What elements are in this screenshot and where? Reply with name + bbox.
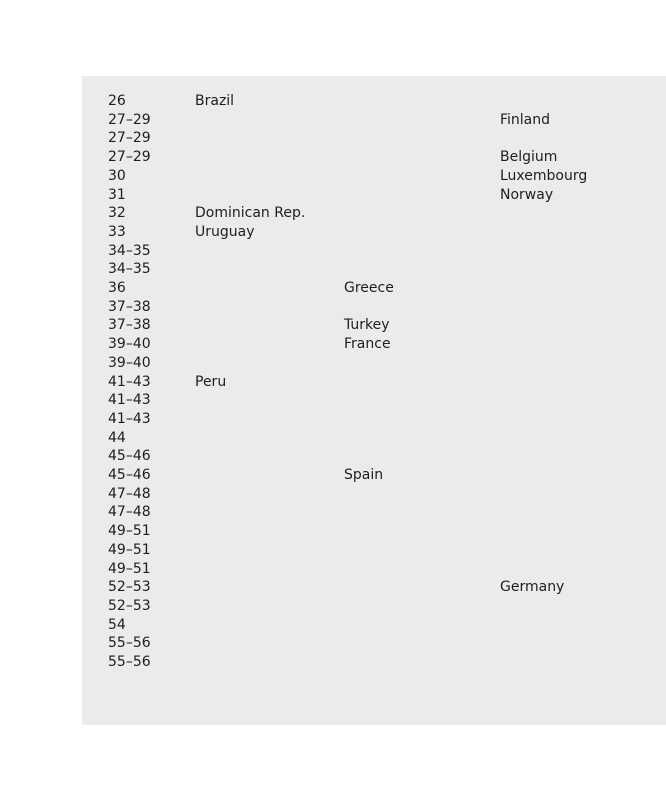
rank-cell: 27–29 bbox=[108, 149, 151, 166]
table-row bbox=[82, 186, 666, 205]
country-cell-col3: Germany bbox=[500, 579, 565, 596]
table-row bbox=[82, 260, 666, 279]
rank-cell: 44 bbox=[108, 429, 126, 446]
country-cell-col2: Turkey bbox=[344, 317, 390, 334]
table-row bbox=[82, 92, 666, 111]
rank-cell: 45–46 bbox=[108, 467, 151, 483]
table-row bbox=[82, 354, 666, 373]
table-row bbox=[82, 223, 666, 242]
ranking-panel bbox=[82, 76, 666, 725]
rank-cell: 41–43 bbox=[108, 392, 151, 409]
table-row bbox=[82, 129, 666, 148]
table-row bbox=[82, 167, 666, 186]
table-row bbox=[82, 111, 666, 130]
country-cell-col1: Peru bbox=[195, 373, 227, 390]
table-row bbox=[82, 279, 666, 298]
rank-cell: 49–51 bbox=[108, 541, 151, 558]
rank-cell: 52–53 bbox=[108, 579, 151, 596]
rank-cell: 39–40 bbox=[108, 354, 151, 371]
table-row bbox=[82, 653, 666, 672]
rank-cell: 26 bbox=[108, 93, 126, 109]
table-row bbox=[82, 503, 666, 522]
country-cell-col2: Greece bbox=[344, 280, 394, 296]
country-cell-col1: Brazil bbox=[195, 93, 235, 109]
table-row bbox=[82, 466, 666, 485]
rank-cell: 27–29 bbox=[108, 130, 151, 147]
rank-cell: 49–51 bbox=[108, 560, 151, 577]
country-cell-col3: Belgium bbox=[500, 149, 558, 166]
rank-cell: 52–53 bbox=[108, 597, 151, 614]
table-row bbox=[82, 634, 666, 653]
rank-cell: 36 bbox=[108, 280, 126, 296]
table-row bbox=[82, 298, 666, 317]
table-row bbox=[82, 485, 666, 504]
table-row bbox=[82, 391, 666, 410]
country-cell-col1: Dominican Rep. bbox=[195, 205, 306, 222]
country-cell-col1: Uruguay bbox=[195, 223, 255, 240]
table-row bbox=[82, 316, 666, 335]
country-cell-col3: Luxembourg bbox=[500, 167, 588, 184]
rank-cell: 34–35 bbox=[108, 242, 151, 259]
table-row bbox=[82, 522, 666, 541]
table-row bbox=[82, 242, 666, 261]
rank-cell: 55–56 bbox=[108, 654, 151, 670]
country-cell-col3: Finland bbox=[500, 111, 551, 128]
table-row bbox=[82, 616, 666, 635]
rank-cell: 31 bbox=[108, 186, 126, 203]
rank-cell: 54 bbox=[108, 616, 126, 633]
rank-cell: 49–51 bbox=[108, 523, 151, 540]
rank-cell: 47–48 bbox=[108, 485, 151, 502]
rank-cell: 30 bbox=[108, 167, 126, 184]
rank-cell: 37–38 bbox=[108, 298, 151, 315]
table-row bbox=[82, 335, 666, 354]
table-row bbox=[82, 541, 666, 560]
rank-cell: 39–40 bbox=[108, 336, 151, 353]
table-row bbox=[82, 447, 666, 466]
rank-cell: 32 bbox=[108, 205, 126, 222]
table-row bbox=[82, 560, 666, 579]
rank-cell: 34–35 bbox=[108, 261, 151, 278]
rank-cell: 27–29 bbox=[108, 111, 151, 128]
rank-cell: 41–43 bbox=[108, 410, 151, 427]
table-row bbox=[82, 429, 666, 448]
country-cell-col3: Norway bbox=[500, 186, 554, 203]
table-row bbox=[82, 204, 666, 223]
table-row bbox=[82, 373, 666, 392]
table-row bbox=[82, 597, 666, 616]
table-row bbox=[82, 410, 666, 429]
table-row bbox=[82, 578, 666, 597]
rank-cell: 55–56 bbox=[108, 635, 151, 652]
rank-cell: 33 bbox=[108, 223, 126, 240]
rank-cell: 47–48 bbox=[108, 504, 151, 521]
country-cell-col2: France bbox=[344, 336, 391, 353]
country-cell-col2: Spain bbox=[344, 467, 384, 483]
rank-cell: 41–43 bbox=[108, 373, 151, 390]
rank-cell: 37–38 bbox=[108, 317, 151, 334]
rank-cell: 45–46 bbox=[108, 448, 151, 465]
table-row bbox=[82, 148, 666, 167]
